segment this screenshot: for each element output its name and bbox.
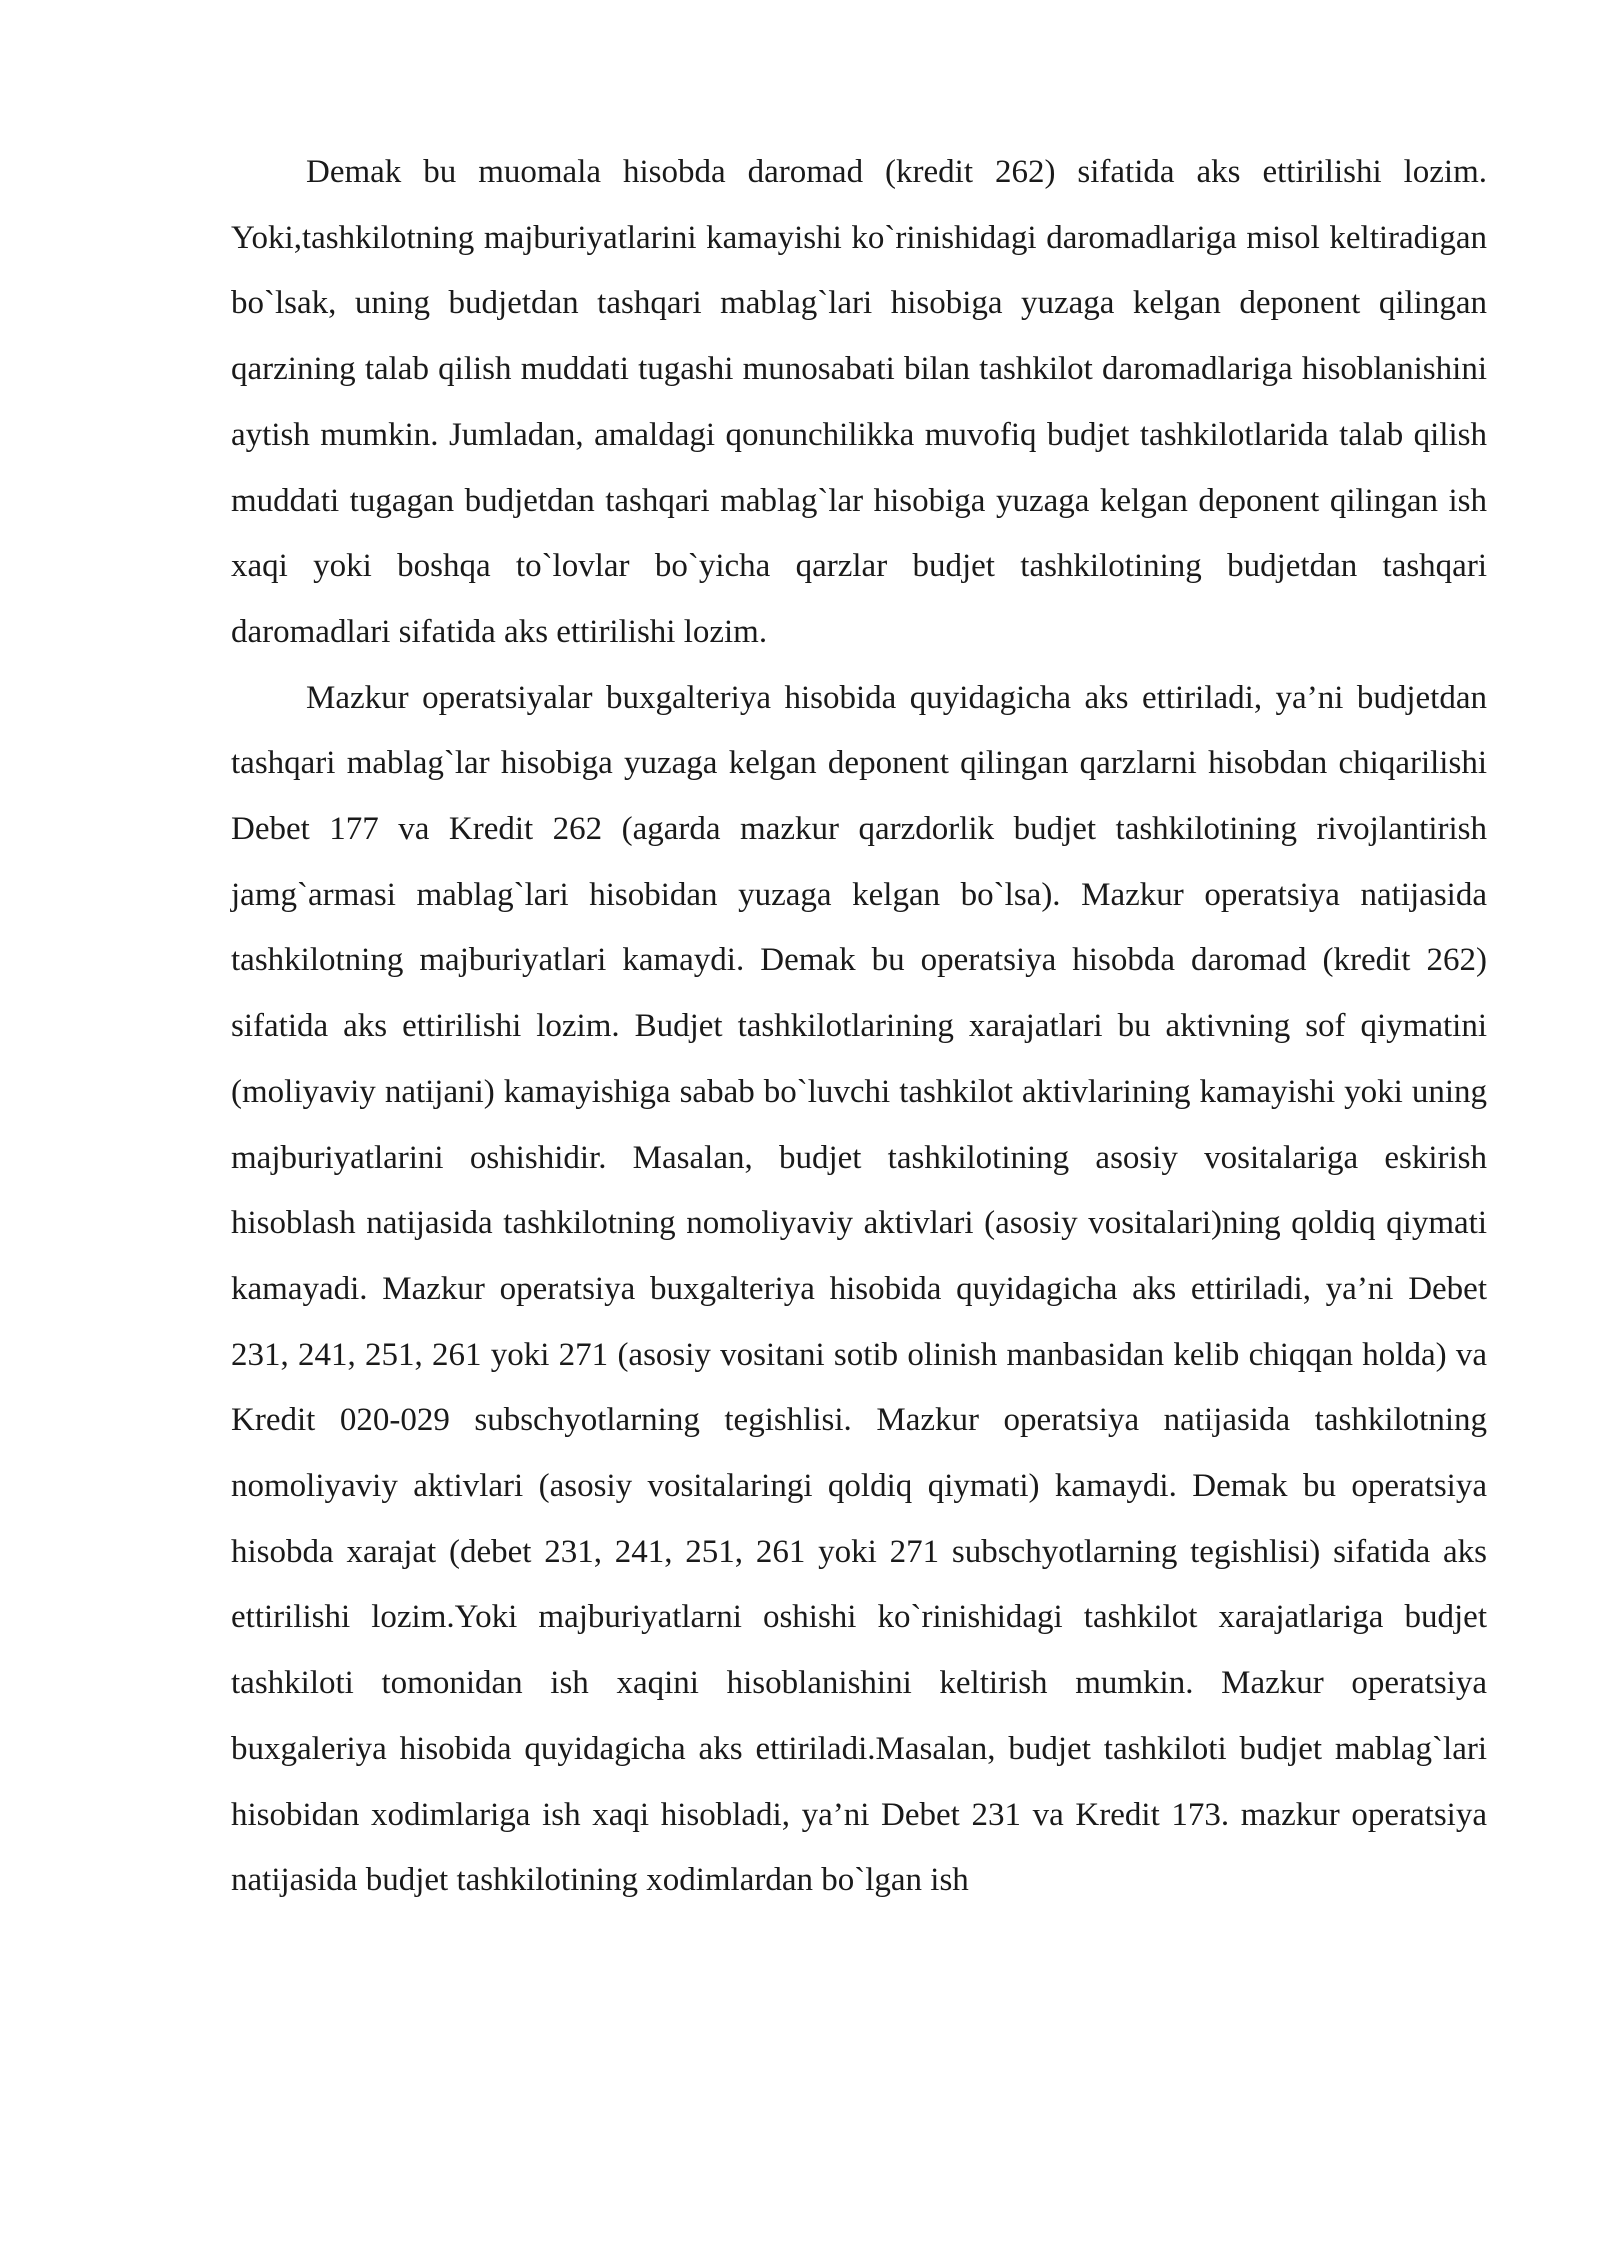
paragraph: Demak bu muomala hisobda daromad (kredit 262) sifatida aks ettirilishi lozim. Yoki,tashkilotning majburiyatlarini kamayishi ko`rinishidagi daromadlariga misol keltiradigan bo`lsak, uning budjetdan tashqari mablag`lari hisobiga yuzaga kelgan deponent qilingan qarzining talab qilish muddati tugashi munosabati bilan tashkilot daromadlariga hisoblanishini aytish mumkin. Jumladan, amaldagi qonunchilikka muvofiq budjet tashkilotlarida talab qilish muddati tugagan budjetdan tashqari mablag`lar hisobiga yuzaga kelgan deponent qilingan ish xaqi yoki boshqa to`lovlar bo`yicha qarzlar budjet tashkilotining budjetdan tashqari daromadlari sifatida aks ettirilishi lozim. — [231, 154, 1487, 650]
paragraph: Mazkur operatsiyalar buxgalteriya hisobida quyidagicha aks ettiriladi, ya’ni budjetdan tashqari mablag`lar hisobiga yuzaga kelgan deponent qilingan qarzlarni hisobdan chiqarilishi Debet 177 va Kredit 262 (agarda mazkur qarzdorlik budjet tashkilotining rivojlantirish jamg`armasi mablag`lari hisobidan yuzaga kelgan bo`lsa). Mazkur operatsiya natijasida tashkilotning majburiyatlari kamaydi. Demak bu operatsiya hisobda daromad (kredit 262) sifatida aks ettirilishi lozim. Budjet tashkilotlarining xarajatlari bu aktivning sof qiymatini (moliyaviy natijani) kamayishiga sabab bo`luvchi tashkilot aktivlarining kamayishi yoki uning majburiyatlarini oshishidir. Masalan, budjet tashkilotining asosiy vositalariga eskirish hisoblash natijasida tashkilotning nomoliyaviy aktivlari (asosiy vositalari)ning qoldiq qiymati kamayadi. Mazkur operatsiya buxgalteriya hisobida quyidagicha aks ettiriladi, ya’ni Debet 231, 241, 251, 261 yoki 271 (asosiy vositani sotib olinish manbasidan kelib chiqqan holda) va Kredit 020-029 subschyotlarning tegishlisi. Mazkur operatsiya natijasida tashkilotning nomoliyaviy aktivlari (asosiy vositalaringi qoldiq qiymati) kamaydi. Demak bu operatsiya hisobda xarajat (debet 231, 241, 251, 261 yoki 271 subschyotlarning tegishlisi) sifatida aks ettirilishi lozim.Yoki majburiyatlarni oshishi ko`rinishidagi tashkilot xarajatlariga budjet tashkiloti tomonidan ish xaqini hisoblanishini keltirish mumkin. Mazkur operatsiya buxgaleriya hisobida quyidagicha aks ettiriladi.Masalan, budjet tashkiloti budjet mablag`lari hisobidan xodimlariga ish xaqi hisobladi, ya’ni Debet 231 va Kredit 173. mazkur operatsiya natijasida budjet tashkilotining xodimlardan bo`lgan ish — [231, 679, 1487, 1899]
document-body — [231, 140, 1487, 1914]
